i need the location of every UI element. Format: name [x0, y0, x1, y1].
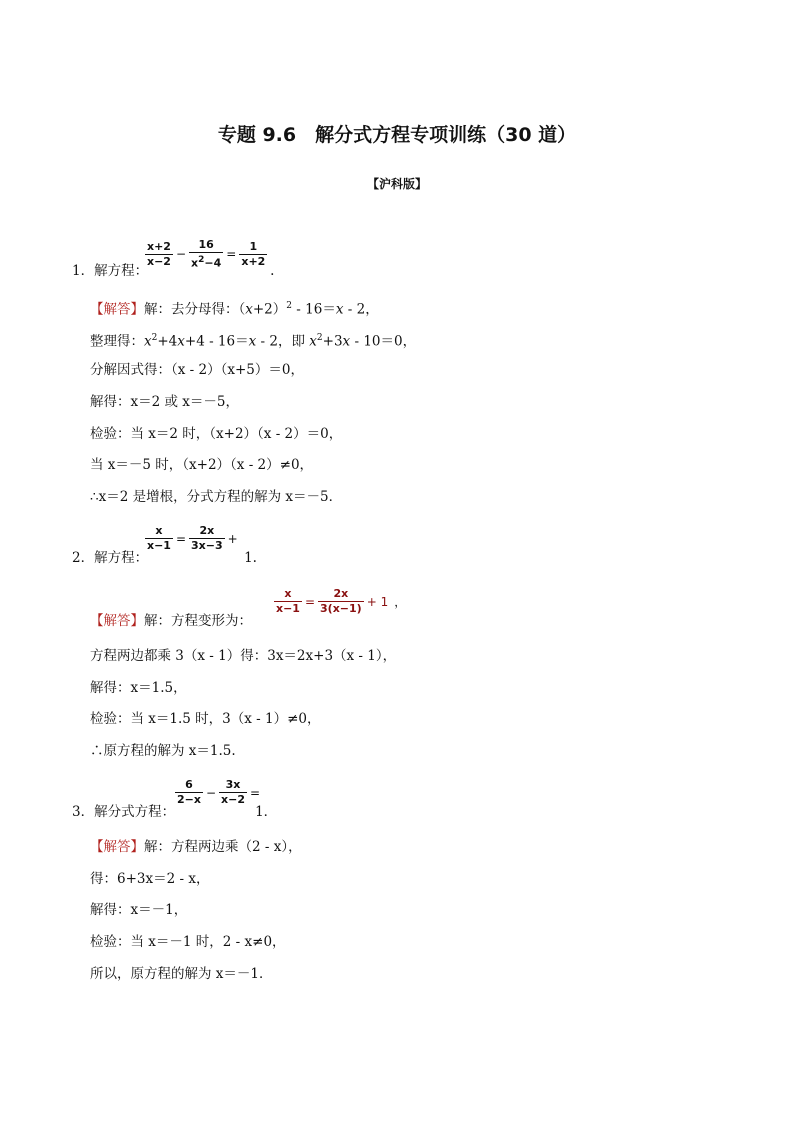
problem-1-line-7: ∴x＝2 是增根，分式方程的解为 x＝－5．	[90, 489, 343, 505]
problem-2-line-1: 方程两边都乘 3（x - 1）得：3x＝2x+3（x - 1），	[90, 648, 397, 664]
problem-3-answer-intro: 【解答】解：方程两边乘（2 - x），	[90, 839, 302, 855]
problem-2-label: 2．解方程： 1.	[72, 550, 257, 566]
problem-2-transformed-equation: $\frac{x}{x-1}$ = $\frac{2x}{3(x-1)}$ + 1 ，	[276, 587, 407, 615]
problem-2-answer-intro: 【解答】解：方程变形为：	[90, 613, 252, 629]
problem-3-line-3: 检验：当 x＝－1 时，2 - x≠0，	[90, 934, 286, 950]
page-subtitle: 【沪科版】	[366, 177, 427, 191]
problem-3-label: 3．解分式方程： 1．	[72, 804, 278, 820]
problem-3-line-4: 所以，原方程的解为 x＝－1．	[90, 966, 273, 982]
problem-2-line-4: ∴原方程的解为 x＝1.5.	[90, 743, 236, 759]
problem-3-line-1: 得：6+3x＝2 - x，	[90, 871, 210, 887]
problem-1-label: 1．解方程： .	[72, 263, 275, 279]
problem-1-line-1: 【解答】解：去分母得：$(x+2)^2 - 16=x - 2$，	[90, 301, 379, 318]
problem-2-equation: $\frac{x}{x-1}$ = $\frac{2x}{3x-3}$ +	[147, 524, 238, 552]
problem-1-line-3: 分解因式得：（x - 2）（x+5）＝0，	[90, 362, 304, 378]
problem-1-line-2: 整理得：$x^2+4x+4 - 16=x - 2$，即 $x^2+3x - 10=0$，	[90, 333, 417, 350]
problem-1-line-4: 解得：x＝2 或 x＝－5，	[90, 394, 239, 410]
problem-1-line-6: 当 x＝－5 时，（x+2）（x - 2）≠0，	[90, 457, 314, 473]
problem-1-line-5: 检验：当 x＝2 时，（x+2）（x - 2）＝0，	[90, 426, 343, 442]
problem-3-equation: $\frac{6}{2-x}$ − $\frac{3x}{x-2}$ =	[177, 778, 261, 806]
problem-1-f2-den: $x^2-4$	[191, 255, 222, 270]
problem-2-line-3: 检验：当 x＝1.5 时，3（x - 1）≠0，	[90, 711, 321, 727]
problem-2-line-2: 解得：x＝1.5，	[90, 680, 187, 696]
problem-1-equation: $\frac{x+2}{x-2}$ − $\frac{16}{x^2-4}$ = $\frac{1}{x+2}$	[147, 238, 266, 270]
page-title: 专题 9.6 解分式方程专项训练（30 道）	[217, 124, 577, 146]
problem-3-line-2: 解得：x＝－1，	[90, 902, 188, 918]
